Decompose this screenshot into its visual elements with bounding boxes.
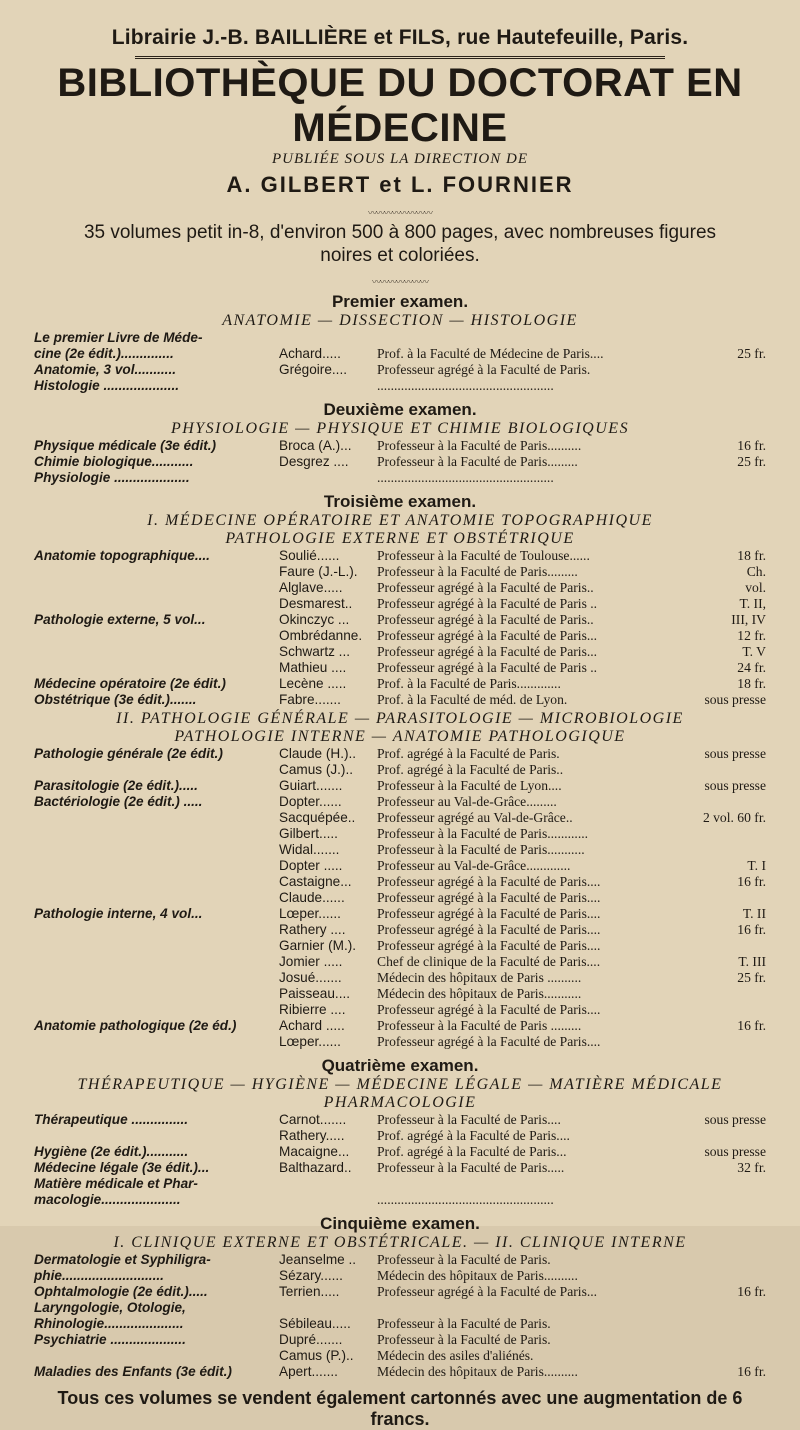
book-author: Dopter...... [279, 794, 342, 809]
book-author: Guiart....... [279, 778, 343, 793]
book-author: Apert....... [279, 1364, 338, 1379]
book-price [667, 794, 766, 810]
book-row [34, 1348, 766, 1364]
book-title [34, 628, 279, 644]
wavy-divider: 〰〰〰〰〰〰〰〰 [367, 208, 432, 218]
spacer [34, 1208, 766, 1210]
book-row [34, 644, 766, 660]
book-price: 18 fr. [737, 676, 766, 691]
book-title: cine (2e édit.).............. [34, 346, 174, 361]
book-author: Paisseau.... [279, 986, 351, 1001]
book-table [34, 1252, 766, 1380]
author-role: Médecin des asiles d'aliénés. [377, 1348, 534, 1363]
book-row [34, 454, 766, 470]
book-author: Rathery..... [279, 1128, 345, 1143]
book-title: Parasitologie (2e édit.)..... [34, 778, 198, 793]
book-price: Ch. [746, 564, 766, 579]
author-role: Professeur à la Faculté de Paris..... [377, 1160, 565, 1175]
book-row [34, 660, 766, 676]
exam-title: Quatrième examen. [321, 1056, 479, 1075]
author-role: Professeur agrégé à la Faculté de Paris.. [377, 612, 594, 627]
book-price [667, 470, 766, 486]
book-row [34, 1002, 766, 1018]
book-title [34, 1034, 279, 1050]
book-row [34, 986, 766, 1002]
book-author: Josué....... [279, 970, 342, 985]
author-role: Médecin des hôpitaux de Paris.......... [377, 1364, 578, 1379]
book-title: Dermatologie et Syphiligra- [34, 1252, 211, 1267]
section-heading: II. PATHOLOGIE GÉNÉRALE — PARASITOLOGIE — MICROBIOLOGIE [116, 710, 684, 727]
book-author [279, 378, 377, 394]
book-author [279, 330, 377, 346]
author-role: Professeur à la Faculté de Paris......... [377, 454, 578, 469]
book-author: Rathery .... [279, 922, 346, 937]
spacer [34, 1050, 766, 1052]
book-row [34, 596, 766, 612]
author-role: Professeur agrégé à la Faculté de Paris.... [377, 938, 601, 953]
book-author: Widal....... [279, 842, 340, 857]
book-row [34, 1252, 766, 1268]
book-row [34, 692, 766, 708]
book-table [34, 746, 766, 1050]
book-title: Obstétrique (3e édit.)....... [34, 692, 197, 707]
author-role: Professeur à la Faculté de Paris.......... [377, 438, 582, 453]
book-row [34, 548, 766, 564]
book-row [34, 906, 766, 922]
book-row [34, 778, 766, 794]
exam-title: Premier examen. [331, 292, 469, 311]
publisher-line: Librairie J.-B. BAILLIÈRE et FILS, rue Hautefeuille, Paris. [111, 26, 689, 49]
book-author [279, 470, 377, 486]
book-price: sous presse [704, 746, 766, 761]
author-role: Prof. agrégé à la Faculté de Paris.... [377, 1128, 570, 1143]
book-title: Anatomie pathologique (2e éd.) [34, 1018, 237, 1033]
book-author [279, 1300, 377, 1316]
book-price [667, 378, 766, 394]
book-price: 16 fr. [737, 438, 766, 453]
author-role: Professeur à la Faculté de Toulouse...... [377, 548, 590, 563]
book-author: Alglave..... [279, 580, 343, 595]
book-title: Anatomie topographique.... [34, 548, 210, 563]
author-role: Prof. agrégé à la Faculté de Paris.. [377, 762, 564, 777]
book-title [34, 564, 279, 580]
book-row [34, 438, 766, 454]
book-title [34, 890, 279, 906]
book-author: Balthazard.. [279, 1160, 352, 1175]
author-role: Médecin des hôpitaux de Paris.......... [377, 1268, 578, 1283]
book-title: Médecine opératoire (2e édit.) [34, 676, 226, 691]
author-role [377, 1176, 667, 1192]
book-title: Ophtalmologie (2e édit.)..... [34, 1284, 208, 1299]
book-author: Soulié...... [279, 548, 340, 563]
book-row [34, 746, 766, 762]
book-price: 32 fr. [737, 1160, 766, 1175]
author-role: Professeur agrégé à la Faculté de Paris. [377, 362, 591, 377]
book-row [34, 1364, 766, 1380]
author-role: Prof. à la Faculté de méd. de Lyon. [377, 692, 568, 707]
book-title [34, 810, 279, 826]
author-role: Professeur à la Faculté de Paris ......... [377, 1018, 582, 1033]
book-row [34, 1284, 766, 1300]
book-title [34, 1128, 279, 1144]
editors-line: A. GILBERT et L. FOURNIER [226, 172, 574, 197]
book-author: Ombrédanne. [279, 628, 363, 643]
book-row [34, 794, 766, 810]
book-author: Achard..... [279, 346, 341, 361]
author-role: .................................................... [377, 378, 554, 393]
book-price [667, 1316, 766, 1332]
book-price: T. II, [739, 596, 766, 611]
book-title: macologie..................... [34, 1192, 181, 1207]
book-price: 16 fr. [737, 1018, 766, 1033]
book-title: Bactériologie (2e édit.) ..... [34, 794, 203, 809]
book-title: Physiologie .................... [34, 470, 190, 485]
book-title: Hygiène (2e édit.)........... [34, 1144, 189, 1159]
book-price: 16 fr. [737, 874, 766, 889]
author-role: Professeur agrégé à la Faculté de Paris.... [377, 1034, 601, 1049]
book-price [667, 1176, 766, 1192]
book-title [34, 580, 279, 596]
book-row [34, 1268, 766, 1284]
author-role: Professeur à la Faculté de Lyon.... [377, 778, 562, 793]
book-author: Fabre....... [279, 692, 341, 707]
book-author: Schwartz ... [279, 644, 351, 659]
author-role: Professeur à la Faculté de Paris. [377, 1316, 551, 1331]
book-author: Faure (J.-L.). [279, 564, 358, 579]
book-author: Jeanselme .. [279, 1252, 357, 1267]
book-title: Histologie .................... [34, 378, 180, 393]
author-role: Médecin des hôpitaux de Paris........... [377, 986, 582, 1001]
book-row [34, 890, 766, 906]
book-title: phie........................... [34, 1268, 164, 1283]
book-row [34, 1128, 766, 1144]
section-heading: PATHOLOGIE INTERNE — ANATOMIE PATHOLOGIQUE [174, 728, 626, 745]
section-heading: PHARMACOLOGIE [323, 1094, 477, 1111]
top-divider [135, 56, 665, 59]
book-author: Lœper...... [279, 1034, 341, 1049]
book-row [34, 676, 766, 692]
book-row [34, 970, 766, 986]
book-author: Desgrez .... [279, 454, 349, 469]
book-price: 16 fr. [737, 922, 766, 937]
book-author: Lœper...... [279, 906, 341, 921]
spacer [34, 1380, 766, 1382]
footer-note: Tous ces volumes se vendent également cartonnés avec une augmentation de 6 francs. [57, 1388, 743, 1429]
book-title: Matière médicale et Phar- [34, 1176, 198, 1191]
book-table [34, 1112, 766, 1208]
exam-title: Cinquième examen. [320, 1214, 480, 1233]
book-author: Mathieu .... [279, 660, 347, 675]
book-row [34, 1160, 766, 1176]
book-row [34, 1300, 766, 1316]
author-role: Chef de clinique de la Faculté de Paris.... [377, 954, 601, 969]
book-price [667, 986, 766, 1002]
book-price: 25 fr. [737, 454, 766, 469]
exam-title: Deuxième examen. [323, 400, 477, 419]
book-price: 12 fr. [737, 628, 766, 643]
book-row [34, 762, 766, 778]
book-author: Achard ..... [279, 1018, 345, 1033]
book-price [667, 1002, 766, 1018]
book-price [667, 1300, 766, 1316]
book-author: Broca (A.)... [279, 438, 352, 453]
book-author: Sacquépée.. [279, 810, 356, 825]
book-title [34, 596, 279, 612]
book-row [34, 1112, 766, 1128]
author-role: Professeur à la Faculté de Paris. [377, 1332, 551, 1347]
book-author: Camus (P.).. [279, 1348, 354, 1363]
section-heading: PATHOLOGIE EXTERNE ET OBSTÉTRIQUE [225, 530, 575, 547]
book-price: sous presse [704, 692, 766, 707]
book-price: 16 fr. [737, 1364, 766, 1379]
book-title [34, 970, 279, 986]
book-price [667, 1268, 766, 1284]
author-role: Professeur agrégé à la Faculté de Paris.... [377, 890, 601, 905]
book-row [34, 330, 766, 346]
author-role: Professeur agrégé à la Faculté de Paris... [377, 644, 598, 659]
section-heading: THÉRAPEUTIQUE — HYGIÈNE — MÉDECINE LÉGALE — MATIÈRE MÉDICALE [77, 1076, 723, 1093]
book-title: Anatomie, 3 vol........... [34, 362, 177, 377]
author-role: Professeur à la Faculté de Paris. [377, 1252, 551, 1267]
book-price [667, 330, 766, 346]
book-row [34, 1018, 766, 1034]
book-author: Macaigne... [279, 1144, 350, 1159]
book-author: Lecène ..... [279, 676, 347, 691]
author-role: Professeur agrégé à la Faculté de Paris.... [377, 874, 601, 889]
book-title: Physique médicale (3e édit.) [34, 438, 217, 453]
book-title: Pathologie générale (2e édit.) [34, 746, 223, 761]
book-price [667, 1192, 766, 1208]
book-author: Terrien..... [279, 1284, 340, 1299]
author-role: Prof. agrégé à la Faculté de Paris... [377, 1144, 567, 1159]
book-price: 16 fr. [737, 1284, 766, 1299]
author-role: Professeur à la Faculté de Paris............ [377, 826, 589, 841]
author-role: Professeur à la Faculté de Paris........... [377, 842, 585, 857]
book-row [34, 922, 766, 938]
book-row [34, 564, 766, 580]
book-price [667, 890, 766, 906]
book-author [279, 1176, 377, 1192]
author-role: Professeur agrégé à la Faculté de Paris.... [377, 1002, 601, 1017]
book-author: Carnot....... [279, 1112, 347, 1127]
book-price: T. II [742, 906, 766, 921]
book-price [667, 1128, 766, 1144]
book-price: sous presse [704, 1112, 766, 1127]
book-title [34, 922, 279, 938]
author-role: Professeur agrégé à la Faculté de Paris.. [377, 580, 594, 595]
exam-title: Troisième examen. [323, 492, 477, 511]
book-title: Laryngologie, Otologie, [34, 1300, 186, 1315]
author-role: Professeur agrégé à la Faculté de Paris .. [377, 660, 598, 675]
book-price: vol. [745, 580, 766, 595]
exam-list [34, 292, 766, 1382]
book-price [667, 1348, 766, 1364]
book-price [667, 826, 766, 842]
book-row [34, 612, 766, 628]
author-role: Professeur au Val-de-Grâce......... [377, 794, 557, 809]
book-price [667, 1332, 766, 1348]
author-role: Professeur agrégé à la Faculté de Paris.... [377, 922, 601, 937]
book-author: Castaigne... [279, 874, 352, 889]
book-row [34, 826, 766, 842]
author-role: Professeur à la Faculté de Paris.... [377, 1112, 561, 1127]
author-role: Médecin des hôpitaux de Paris .......... [377, 970, 582, 985]
book-author: Jomier ..... [279, 954, 343, 969]
book-author [279, 1192, 377, 1208]
intro-line-1: 35 volumes petit in-8, d'environ 500 à 800 pages, avec nombreuses figures [83, 222, 717, 243]
book-title [34, 826, 279, 842]
author-role: Professeur agrégé à la Faculté de Paris... [377, 1284, 598, 1299]
book-row [34, 1034, 766, 1050]
book-title: Psychiatrie .................... [34, 1332, 186, 1347]
book-row [34, 1192, 766, 1208]
book-author: Claude (H.).. [279, 746, 357, 761]
book-author: Grégoire.... [279, 362, 347, 377]
author-role: .................................................... [377, 1192, 554, 1207]
book-price [667, 938, 766, 954]
book-price: T. III [738, 954, 766, 969]
book-row [34, 580, 766, 596]
book-price: 2 vol. 60 fr. [702, 810, 766, 825]
book-author: Dupré....... [279, 1332, 343, 1347]
book-title [34, 644, 279, 660]
book-price: 24 fr. [737, 660, 766, 675]
author-role: Prof. agrégé à la Faculté de Paris. [377, 746, 560, 761]
book-row [34, 628, 766, 644]
author-role: Professeur au Val-de-Grâce............. [377, 858, 571, 873]
spacer [34, 394, 766, 396]
book-title [34, 986, 279, 1002]
author-role: .................................................... [377, 470, 554, 485]
book-price: III, IV [731, 612, 766, 627]
direction-line: PUBLIÉE SOUS LA DIRECTION DE [271, 151, 529, 167]
book-price [667, 1252, 766, 1268]
author-role: Professeur agrégé à la Faculté de Paris .. [377, 596, 598, 611]
author-role: Professeur agrégé au Val-de-Grâce.. [377, 810, 573, 825]
book-row [34, 874, 766, 890]
book-author: Sébileau..... [279, 1316, 351, 1331]
book-author: Garnier (M.). [279, 938, 357, 953]
book-table [34, 330, 766, 394]
book-title: Rhinologie..................... [34, 1316, 184, 1331]
book-row [34, 1144, 766, 1160]
author-role: Prof. à la Faculté de Médecine de Paris.... [377, 346, 604, 361]
book-author: Okinczyc ... [279, 612, 350, 627]
book-row [34, 938, 766, 954]
book-price [667, 1034, 766, 1050]
book-row [34, 810, 766, 826]
book-row [34, 378, 766, 394]
author-role [377, 330, 667, 346]
book-title [34, 1002, 279, 1018]
book-title [34, 874, 279, 890]
book-author: Gilbert..... [279, 826, 338, 841]
book-title: Pathologie interne, 4 vol... [34, 906, 203, 921]
book-price [667, 762, 766, 778]
book-row [34, 842, 766, 858]
book-title: Pathologie externe, 5 vol... [34, 612, 206, 627]
book-table [34, 548, 766, 708]
page-title: BIBLIOTHÈQUE DU DOCTORAT EN MÉDECINE [57, 61, 743, 150]
book-row [34, 1316, 766, 1332]
book-price: sous presse [704, 778, 766, 793]
section-heading: I. CLINIQUE EXTERNE ET OBSTÉTRICALE. — II. CLINIQUE INTERNE [113, 1234, 687, 1251]
book-row [34, 954, 766, 970]
book-row [34, 1176, 766, 1192]
book-row [34, 346, 766, 362]
book-row [34, 858, 766, 874]
section-heading: ANATOMIE — DISSECTION — HISTOLOGIE [222, 312, 578, 329]
book-price: 18 fr. [737, 548, 766, 563]
book-price: sous presse [704, 1144, 766, 1159]
book-title [34, 858, 279, 874]
book-author: Dopter ..... [279, 858, 343, 873]
book-price: T. I [747, 858, 766, 873]
author-role: Professeur agrégé à la Faculté de Paris... [377, 628, 598, 643]
book-title: Thérapeutique ............... [34, 1112, 189, 1127]
book-title [34, 938, 279, 954]
book-title: Le premier Livre de Méde- [34, 330, 203, 345]
book-price: T. V [742, 644, 766, 659]
author-role: Prof. à la Faculté de Paris............. [377, 676, 561, 691]
book-author: Claude...... [279, 890, 345, 905]
book-price [667, 362, 766, 378]
author-role: Professeur à la Faculté de Paris......... [377, 564, 578, 579]
book-title: Chimie biologique........... [34, 454, 194, 469]
book-table [34, 438, 766, 486]
section-heading: PHYSIOLOGIE — PHYSIQUE ET CHIMIE BIOLOGIQUES [170, 420, 630, 437]
wavy-divider: 〰〰〰〰〰〰〰 [371, 277, 428, 287]
book-price [667, 842, 766, 858]
book-title [34, 1348, 279, 1364]
book-title [34, 660, 279, 676]
book-author: Ribierre .... [279, 1002, 346, 1017]
author-role: Professeur agrégé à la Faculté de Paris.... [377, 906, 601, 921]
section-heading: I. MÉDECINE OPÉRATOIRE ET ANATOMIE TOPOGRAPHIQUE [147, 512, 653, 529]
book-author: Desmarest.. [279, 596, 353, 611]
spacer [34, 486, 766, 488]
book-author: Sézary...... [279, 1268, 343, 1283]
intro-line-2: noires et coloriées. [320, 245, 480, 266]
book-row [34, 362, 766, 378]
book-title [34, 842, 279, 858]
book-title [34, 762, 279, 778]
book-row [34, 1332, 766, 1348]
book-author: Camus (J.).. [279, 762, 354, 777]
book-title: Médecine légale (3e édit.)... [34, 1160, 210, 1175]
book-title [34, 954, 279, 970]
book-price: 25 fr. [737, 346, 766, 361]
book-price: 25 fr. [737, 970, 766, 985]
book-title: Maladies des Enfants (3e édit.) [34, 1364, 232, 1379]
book-row [34, 470, 766, 486]
author-role [377, 1300, 667, 1316]
